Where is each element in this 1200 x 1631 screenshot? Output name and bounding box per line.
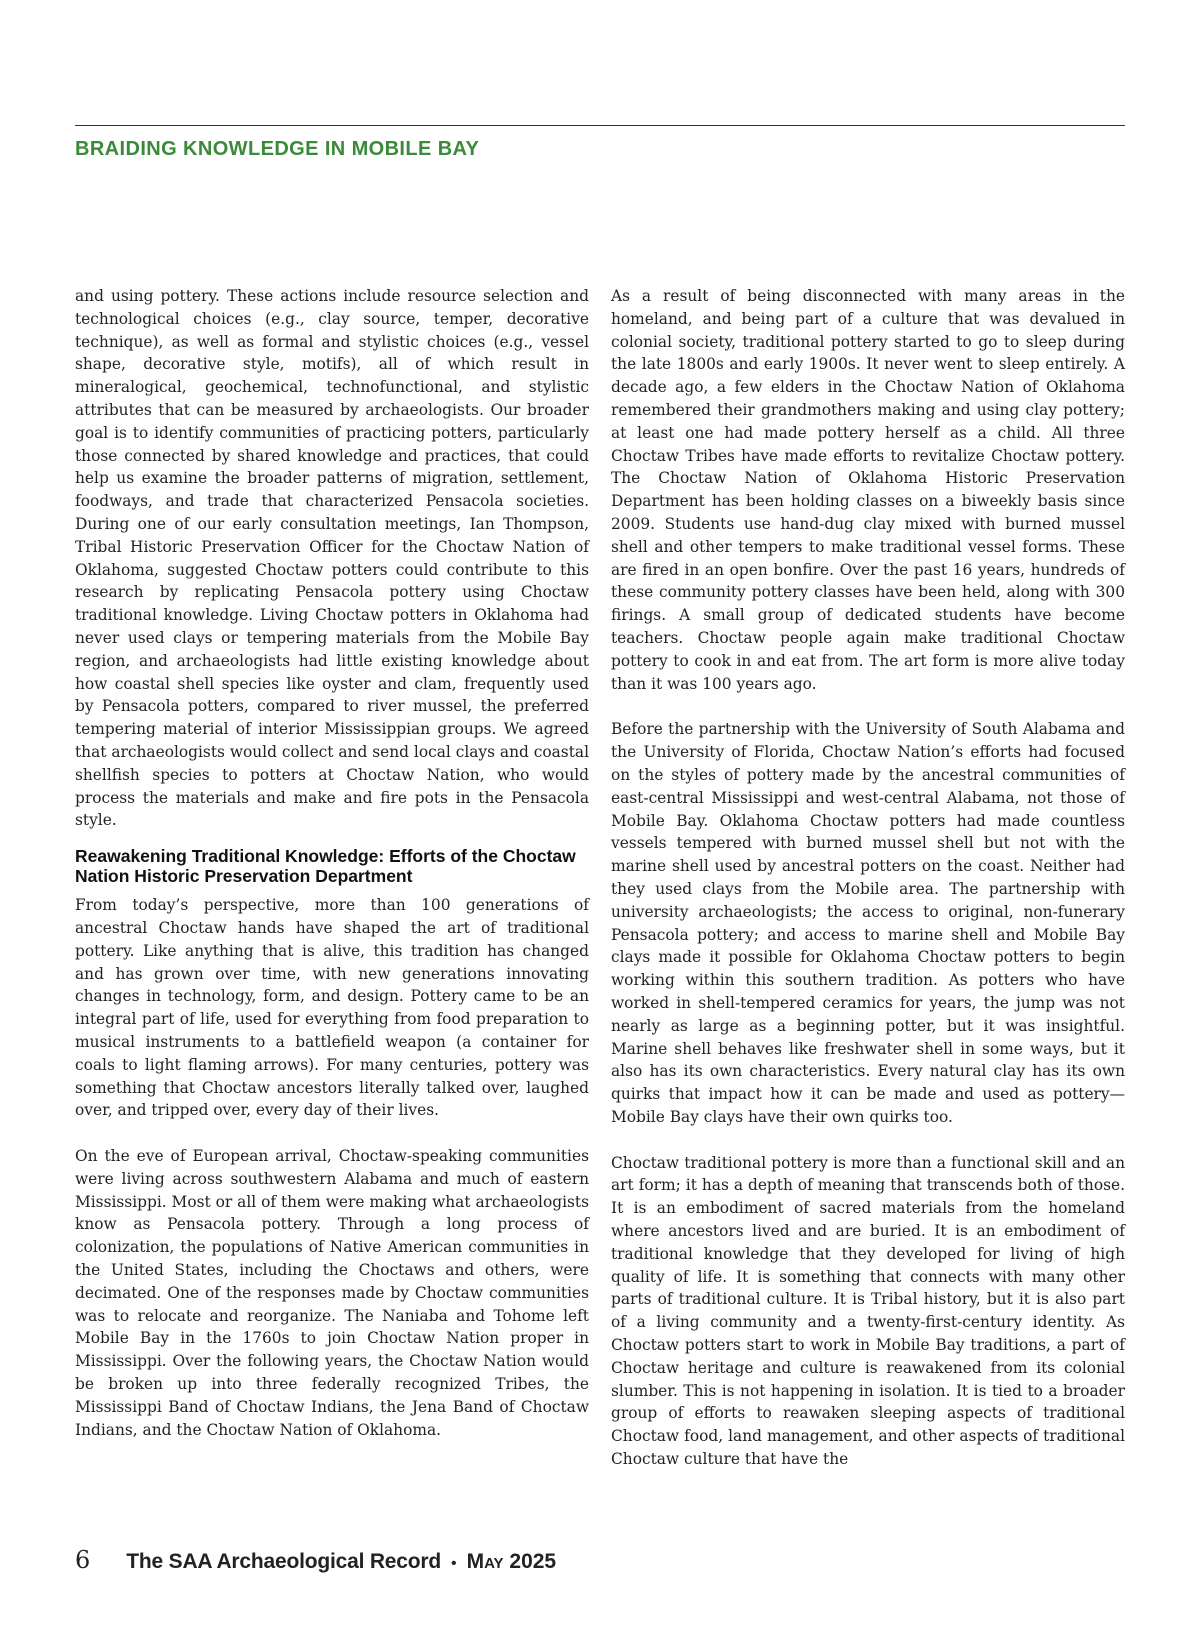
separator-bullet: • [451, 1555, 457, 1572]
body-paragraph: From today’s perspective, more than 100 generations of ancestral Choctaw hands have shaped the art of traditional pottery. Like anything that is alive, this tradition has changed and has grown over time, with new generations innovating changes in technology, form, and design. Pottery came to be an integral part of life, used for everything from food preparation to musical instruments to a battlefield weapon (a container for coals to light flaming arrows). For many centuries, pottery was something that Choctaw ancestors literally talked over, laughed over, and tripped over, every day of their lives. [75, 896, 589, 1120]
body-paragraph: Before the partnership with the University of South Alabama and the University of Florida, Choctaw Nation’s efforts had focused on the styles of pottery made by the ancestral communities of east-central Mississippi and west-central Alabama, not those of Mobile Bay. Oklahoma Choctaw potters had made countless vessels tempered with burned mussel shell but not with the marine shell used by ancestral potters on the coast. Neither had they used clays from the Mobile area. The partnership with university archaeologists; the access to original, non-funerary Pensacola pottery; and access to marine shell and Mobile Bay clays made it possible for Oklahoma Choctaw potters to begin working within this southern tradition. As potters who have worked in shell-tempered ceramics for years, the jump was not nearly as large as a beginning potter, but it was insightful. Marine shell behaves like freshwater shell in some ways, but it also has its own characteristics. Every natural clay has its own quirks that impact how it can be made and used as pottery—Mobile Bay clays have their own quirks too. [611, 720, 1125, 1126]
body-paragraph: Choctaw traditional pottery is more than a functional skill and an art form; it has a depth of meaning that transcends both of those. It is an embodiment of sacred materials from the homeland where ancestors lived and are buried. It is an embodiment of traditional knowledge that they developed for living of high quality of life. It is something that connects with many other parts of traditional culture. It is Tribal history, but it is also part of a living community and a twenty-first-century identity. As Choctaw potters start to work in Mobile Bay traditions, a part of Choctaw heritage and culture is reawakened from its colonial slumber. This is not happening in isolation. It is tied to a broader group of efforts to reawaken sleeping aspects of traditional Choctaw food, land management, and other aspects of traditional Choctaw culture that have the [611, 1153, 1125, 1469]
issue-date: May 2025 [466, 1550, 557, 1573]
header-rule [75, 125, 1125, 126]
body-paragraph: and using pottery. These actions include resource selection and technological choices (e.g., clay source, temper, decorative technique), as well as formal and stylistic choices (e.g., vessel shape, decorative style, motifs), all of which result in mineralogical, geochemical, technofunctional, and stylistic attributes that can be measured by archaeologists. Our broader goal is to identify communities of practicing potters, particularly those connected by shared knowledge and practices, that could help us examine the broader patterns of migration, settlement, foodways, and trade that characterized Pensacola societies. During one of our early consultation meetings, Ian Thompson, Tribal Historic Preservation Officer for the Choctaw Nation of Oklahoma, suggested Choctaw potters could contribute to this research by replicating Pensacola pottery using Choctaw traditional knowledge. Living Choctaw potters in Oklahoma had never used clays or tempering materials from the Mobile Bay region, and archaeologists had little existing knowledge about how coastal shell species like oyster and clam, frequently used by Pensacola potters, compared to river mussel, the preferred tempering material of interior Mississippian groups. We agreed that archaeologists would collect and send local clays and coastal shellfish species to potters at Choctaw Nation, who would process the materials and make and fire pots in the Pensacola style. [75, 287, 589, 830]
page-number: 6 [75, 1546, 91, 1574]
page-footer [75, 1546, 556, 1574]
body-paragraph: As a result of being disconnected with many areas in the homeland, and being part of a culture that was devalued in colonial society, traditional pottery started to go to sleep during the late 1800s and early 1900s. It never went to sleep entirely. A decade ago, a few elders in the Choctaw Nation of Oklahoma remembered their grandmothers making and using clay pottery; at least one had made pottery herself as a child. All three Choctaw Tribes have made efforts to revitalize Choctaw pottery. The Choctaw Nation of Oklahoma Historic Preservation Department has been holding classes on a biweekly basis since 2009. Students use hand-dug clay mixed with burned mussel shell and other tempers to make traditional vessel forms. These are fired in an open bonfire. Over the past 16 years, hundreds of these community pottery classes have been held, along with 300 firings. A small group of dedicated students have become teachers. Choctaw people again make traditional Choctaw pottery to cook in and eat from. The art form is more alive today than it was 100 years ago. [611, 287, 1125, 693]
right-column [611, 285, 1125, 1471]
body-paragraph: On the eve of European arrival, Choctaw-speaking communities were living across southwestern Alabama and much of eastern Mississippi. Most or all of them were making what archaeologists know as Pensacola pottery. Through a long process of colonization, the populations of Native American communities in the United States, including the Choctaws and others, were decimated. One of the responses made by Choctaw communities was to relocate and reorganize. The Naniaba and Tohome left Mobile Bay in the 1760s to join Choctaw Nation proper in Mississippi. Over the following years, the Choctaw Nation would be broken up into three federally recognized Tribes, the Mississippi Band of Choctaw Indians, the Jena Band of Choctaw Indians, and the Choctaw Nation of Oklahoma. [75, 1147, 589, 1439]
section-heading: Reawakening Traditional Knowledge: Efforts of the Choctaw Nation Historic Preservation Department [75, 846, 576, 887]
journal-title: The SAA Archaeological Record [126, 1550, 441, 1573]
running-head: BRAIDING KNOWLEDGE IN MOBILE BAY [75, 138, 480, 160]
left-column [75, 285, 589, 1441]
